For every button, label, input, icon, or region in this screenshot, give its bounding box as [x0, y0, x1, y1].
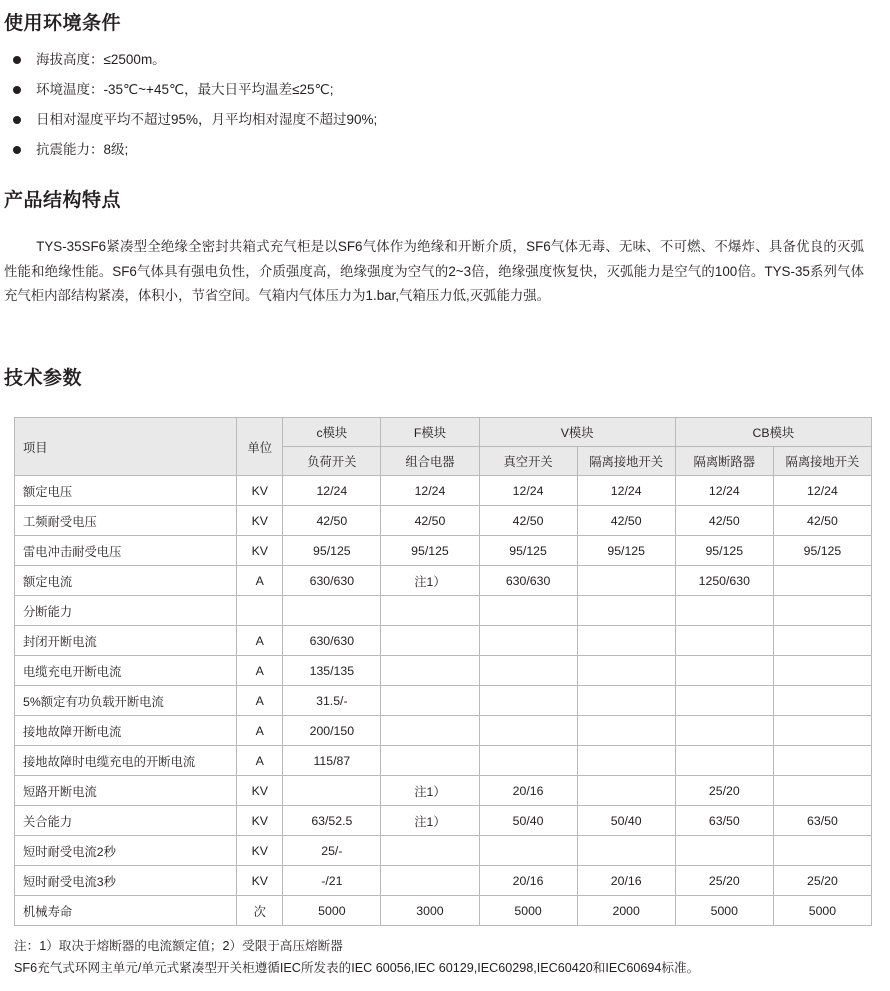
cell — [283, 776, 381, 806]
cell — [283, 596, 381, 626]
cell: 95/125 — [381, 536, 479, 566]
cell — [577, 746, 675, 776]
cell: 5000 — [675, 896, 773, 926]
cell: -/21 — [283, 866, 381, 896]
cell — [773, 746, 871, 776]
cell: 630/630 — [479, 566, 577, 596]
cell — [577, 686, 675, 716]
row-label: 接地故障开断电流 — [15, 716, 237, 746]
table-row — [15, 716, 872, 746]
cell — [381, 866, 479, 896]
row-unit: KV — [237, 836, 283, 866]
cell — [381, 626, 479, 656]
cell: 25/- — [283, 836, 381, 866]
header-sub-3: 隔离接地开关 — [577, 447, 675, 476]
cell: 注1） — [381, 806, 479, 836]
cell: 630/630 — [283, 626, 381, 656]
table-row — [15, 746, 872, 776]
row-unit: A — [237, 656, 283, 686]
cell — [577, 836, 675, 866]
cell — [577, 626, 675, 656]
cell — [675, 746, 773, 776]
cell — [381, 596, 479, 626]
table-body — [15, 476, 872, 926]
cell — [577, 716, 675, 746]
table-row — [15, 776, 872, 806]
cell: 630/630 — [283, 566, 381, 596]
cell — [773, 836, 871, 866]
cell: 5000 — [479, 896, 577, 926]
table-row — [15, 476, 872, 506]
list-item: 海拔高度：≤2500m。 — [8, 45, 708, 75]
cell: 42/50 — [773, 506, 871, 536]
cell: 25/20 — [675, 776, 773, 806]
table-row — [15, 536, 872, 566]
row-label: 机械寿命 — [15, 896, 237, 926]
cell — [773, 566, 871, 596]
row-unit: 次 — [237, 896, 283, 926]
row-label: 工频耐受电压 — [15, 506, 237, 536]
header-sub-0: 负荷开关 — [283, 447, 381, 476]
table-row — [15, 506, 872, 536]
row-label: 额定电压 — [15, 476, 237, 506]
cell: 63/50 — [773, 806, 871, 836]
cell: 20/16 — [479, 776, 577, 806]
cell: 42/50 — [577, 506, 675, 536]
cell — [577, 566, 675, 596]
cell — [773, 596, 871, 626]
cell: 1250/630 — [675, 566, 773, 596]
cell: 20/16 — [479, 866, 577, 896]
cell — [381, 746, 479, 776]
cell — [675, 836, 773, 866]
cell: 63/52.5 — [283, 806, 381, 836]
header-item: 项目 — [15, 418, 237, 476]
table-row — [15, 866, 872, 896]
row-label: 接地故障时电缆充电的开断电流 — [15, 746, 237, 776]
cell: 31.5/- — [283, 686, 381, 716]
cell — [773, 776, 871, 806]
header-group-v: V模块 — [479, 418, 675, 447]
cell: 95/125 — [283, 536, 381, 566]
table-row — [15, 596, 872, 626]
cell — [577, 656, 675, 686]
cell: 注1） — [381, 776, 479, 806]
cell: 63/50 — [675, 806, 773, 836]
row-label: 封闭开断电流 — [15, 626, 237, 656]
cell — [773, 686, 871, 716]
cell: 12/24 — [773, 476, 871, 506]
cell: 2000 — [577, 896, 675, 926]
cell: 25/20 — [675, 866, 773, 896]
cell: 12/24 — [675, 476, 773, 506]
cell: 50/40 — [479, 806, 577, 836]
cell — [479, 686, 577, 716]
cell: 95/125 — [675, 536, 773, 566]
cell: 注1） — [381, 566, 479, 596]
table-row — [15, 686, 872, 716]
cell — [381, 836, 479, 866]
cell: 42/50 — [675, 506, 773, 536]
footnote-1: 注：1）取决于熔断器的电流额定值；2）受限于高压熔断器 — [14, 939, 343, 953]
cell — [675, 656, 773, 686]
cell — [479, 656, 577, 686]
cell: 12/24 — [479, 476, 577, 506]
cell — [381, 716, 479, 746]
cell: 42/50 — [283, 506, 381, 536]
list-item: 抗震能力：8级; — [8, 135, 708, 165]
cell — [479, 626, 577, 656]
cell — [675, 716, 773, 746]
row-unit: A — [237, 626, 283, 656]
row-unit: KV — [237, 536, 283, 566]
header-sub-1: 组合电器 — [381, 447, 479, 476]
cell: 12/24 — [381, 476, 479, 506]
cell: 95/125 — [773, 536, 871, 566]
row-label: 额定电流 — [15, 566, 237, 596]
cell: 3000 — [381, 896, 479, 926]
cell: 115/87 — [283, 746, 381, 776]
cell: 50/40 — [577, 806, 675, 836]
cell: 95/125 — [479, 536, 577, 566]
header-sub-5: 隔离接地开关 — [773, 447, 871, 476]
cell: 20/16 — [577, 866, 675, 896]
table-row — [15, 896, 872, 926]
footnote-2: SF6充气式环网主单元/单元式紧凑型开关柜遵循IEC所发表的IEC 60056,IEC 60129,IEC60298,IEC60420和IEC60694标准。 — [14, 961, 700, 975]
row-unit: KV — [237, 476, 283, 506]
cell — [773, 626, 871, 656]
cell: 5000 — [773, 896, 871, 926]
row-label: 5%额定有功负载开断电流 — [15, 686, 237, 716]
cell: 135/135 — [283, 656, 381, 686]
cell — [675, 596, 773, 626]
cell: 12/24 — [283, 476, 381, 506]
row-unit — [237, 596, 283, 626]
environment-condition-list — [8, 45, 708, 165]
cell: 42/50 — [381, 506, 479, 536]
row-label: 关合能力 — [15, 806, 237, 836]
row-unit: KV — [237, 866, 283, 896]
header-group-c: c模块 — [283, 418, 381, 447]
tech-params-table — [14, 417, 872, 926]
table-row — [15, 656, 872, 686]
row-unit: KV — [237, 776, 283, 806]
row-unit: A — [237, 566, 283, 596]
cell — [577, 596, 675, 626]
cell: 200/150 — [283, 716, 381, 746]
table-row — [15, 566, 872, 596]
row-label: 短时耐受电流3秒 — [15, 866, 237, 896]
page-title-tech-params: 技术参数 — [4, 368, 83, 389]
cell: 95/125 — [577, 536, 675, 566]
header-group-cb: CB模块 — [675, 418, 871, 447]
row-unit: KV — [237, 506, 283, 536]
cell — [381, 656, 479, 686]
row-label: 电缆充电开断电流 — [15, 656, 237, 686]
row-unit: A — [237, 686, 283, 716]
cell — [479, 836, 577, 866]
cell — [479, 596, 577, 626]
cell — [675, 626, 773, 656]
row-label: 雷电冲击耐受电压 — [15, 536, 237, 566]
table-header — [15, 418, 872, 476]
cell: 5000 — [283, 896, 381, 926]
row-unit: KV — [237, 806, 283, 836]
table-row — [15, 626, 872, 656]
list-item: 环境温度：-35℃~+45℃，最大日平均温差≤25℃; — [8, 75, 708, 105]
page-title-structure: 产品结构特点 — [4, 190, 122, 211]
table-row — [15, 836, 872, 866]
cell — [577, 776, 675, 806]
row-unit: A — [237, 716, 283, 746]
cell: 25/20 — [773, 866, 871, 896]
row-label: 短时耐受电流2秒 — [15, 836, 237, 866]
cell — [773, 716, 871, 746]
cell — [479, 746, 577, 776]
page-title-environment: 使用环境条件 — [4, 13, 122, 34]
header-sub-4: 隔离断路器 — [675, 447, 773, 476]
cell — [479, 716, 577, 746]
row-label: 短路开断电流 — [15, 776, 237, 806]
table-row — [15, 806, 872, 836]
cell: 12/24 — [577, 476, 675, 506]
cell — [675, 686, 773, 716]
structure-paragraph: TYS-35SF6紧凑型全绝缘全密封共箱式充气柜是以SF6气体作为绝缘和开断介质，SF6气体无毒、无味、不可燃、不爆炸、具备优良的灭弧性能和绝缘性能。SF6气体具有强电负性，介质强度高，绝缘强度为空气的2~3倍，绝缘强度恢复快，灭弧能力是空气的100倍。TYS-35系列气体充气柜内部结构紧凑，体积小，节省空间。气箱内气体压力为1.bar,气箱压力低,灭弧能力强。 — [4, 239, 864, 304]
row-unit: A — [237, 746, 283, 776]
cell — [773, 656, 871, 686]
row-label: 分断能力 — [15, 596, 237, 626]
header-group-f: F模块 — [381, 418, 479, 447]
table-header-row-1 — [15, 418, 872, 447]
table-footnotes — [14, 935, 874, 979]
cell — [381, 686, 479, 716]
header-sub-2: 真空开关 — [479, 447, 577, 476]
list-item: 日相对湿度平均不超过95%，月平均相对湿度不超过90%; — [8, 105, 708, 135]
header-unit: 单位 — [237, 418, 283, 476]
cell: 42/50 — [479, 506, 577, 536]
